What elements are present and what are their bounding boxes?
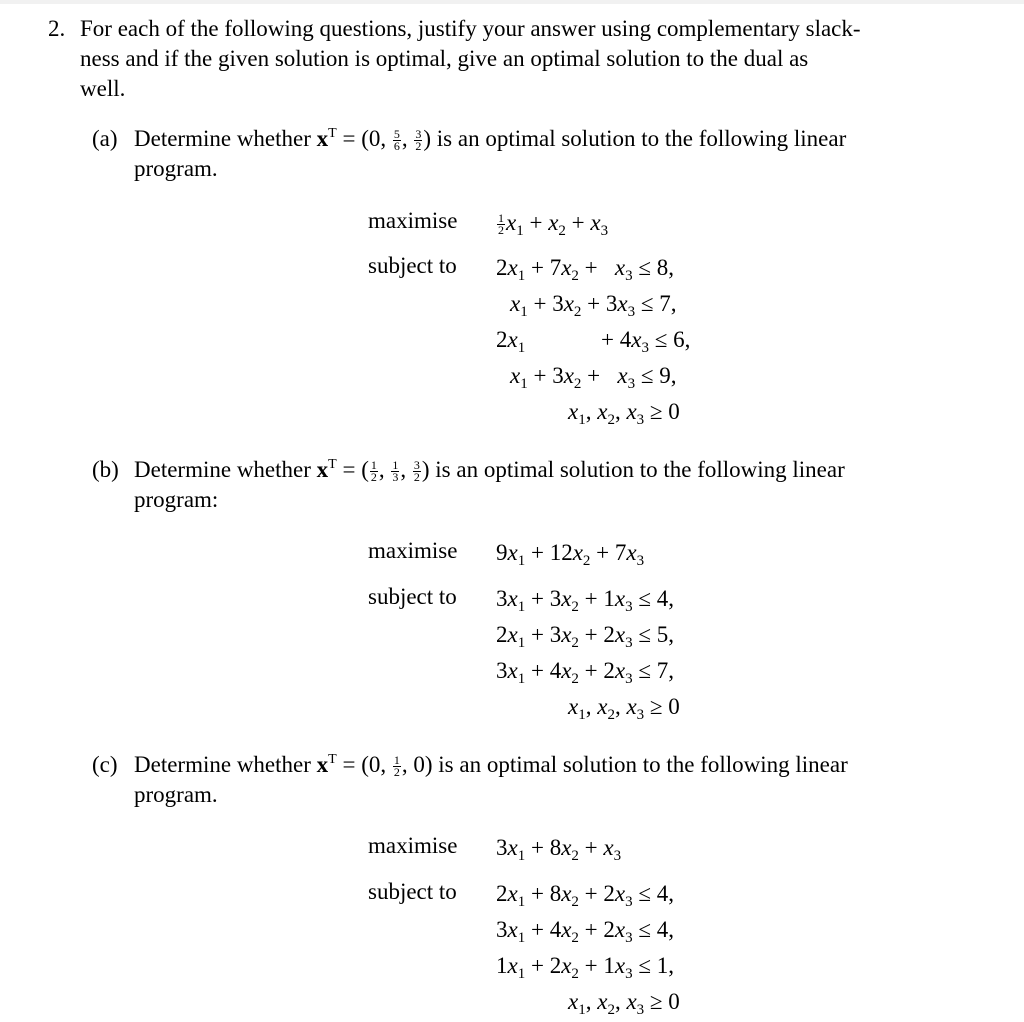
constraint-2: $x_1 + 3x_2 + 3x_3 \le 7$,: [510, 291, 677, 320]
part-label: (b): [92, 457, 119, 482]
nonnegativity: $x_1$, $x_2$, $x_3 \ge 0$: [568, 989, 680, 1018]
objective-function: $3x_1 + 8x_2 + x_3$: [496, 835, 622, 864]
constraint-3: $3x_1 + 4x_2 + 2x_3 \le 7$,: [496, 658, 674, 687]
constraint-2: $2x_1 + 3x_2 + 2x_3 \le 5$,: [496, 622, 674, 651]
nonnegativity: $x_1$, $x_2$, $x_3 \ge 0$: [568, 399, 680, 428]
question-suffix: is an optimal solution to the following linear: [438, 752, 848, 777]
intro-line-2: ness and if the given solution is optimal, give an optimal solution to the dual as: [80, 46, 809, 71]
constraint-1: $3x_1 + 3x_2 + 1x_3 \le 4$,: [496, 586, 674, 615]
question-prefix: Determine whether: [134, 457, 311, 482]
maximise-keyword: maximise: [368, 833, 458, 858]
question-suffix: is an optimal solution to the following linear: [436, 126, 847, 151]
constraint-4: $x_1 + 3x_2 + x_3 \le 9$,: [510, 363, 677, 392]
intro-line-1: For each of the following questions, justify your answer using complementary slack-: [80, 16, 861, 41]
objective-function: $\frac{1}{2}$ $x_1 + x_2 + x_3$: [498, 210, 609, 239]
subject-to-keyword: subject to: [368, 584, 457, 609]
solution-vector: $x^T = (0$, $\frac{1}{2}$ , 0): [316, 752, 433, 780]
solution-vector: $x^T$ = ( $\frac{1}{2}$ , $\frac{1}{3}$ , $\frac{3}{2}$ ): [316, 457, 430, 485]
part-question: [134, 124, 846, 154]
constraint-3: $1x_1 + 2x_2 + 1x_3 \le 1$,: [496, 953, 674, 982]
question-suffix: is an optimal solution to the following linear: [435, 457, 845, 482]
intro-line-3: well.: [80, 76, 126, 101]
question-line-2: program.: [134, 156, 218, 181]
subject-to-keyword: subject to: [368, 253, 457, 278]
question-prefix: Determine whether: [134, 126, 311, 151]
question-prefix: Determine whether: [134, 752, 311, 777]
part-question: [134, 455, 845, 485]
part-label: (a): [92, 126, 118, 151]
maximise-keyword: maximise: [368, 208, 458, 233]
constraint-1: $2x_1 + 7x_2 + x_3 \le 8$,: [496, 255, 674, 284]
question-line-2: program:: [134, 487, 219, 512]
part-label: (c): [92, 752, 118, 777]
constraint-3b: + $4x_3 \le 6$,: [601, 327, 691, 356]
constraint-3a: $2x_1$: [496, 327, 526, 356]
constraint-2: $3x_1 + 4x_2 + 2x_3 \le 4$,: [496, 917, 674, 946]
part-question: [134, 750, 848, 780]
constraint-1: $2x_1 + 8x_2 + 2x_3 \le 4$,: [496, 881, 674, 910]
maximise-keyword: maximise: [368, 538, 458, 563]
solution-vector: $x^T = (0$, $\frac{5}{6}$ , $\frac{3}{2}$ ): [316, 126, 432, 154]
nonnegativity: $x_1$, $x_2$, $x_3 \ge 0$: [568, 694, 680, 723]
problem-number: 2.: [48, 16, 66, 41]
subject-to-keyword: subject to: [368, 879, 457, 904]
question-line-2: program.: [134, 782, 218, 807]
objective-function: $9x_1 + 12x_2 + 7x_3$: [496, 540, 645, 569]
